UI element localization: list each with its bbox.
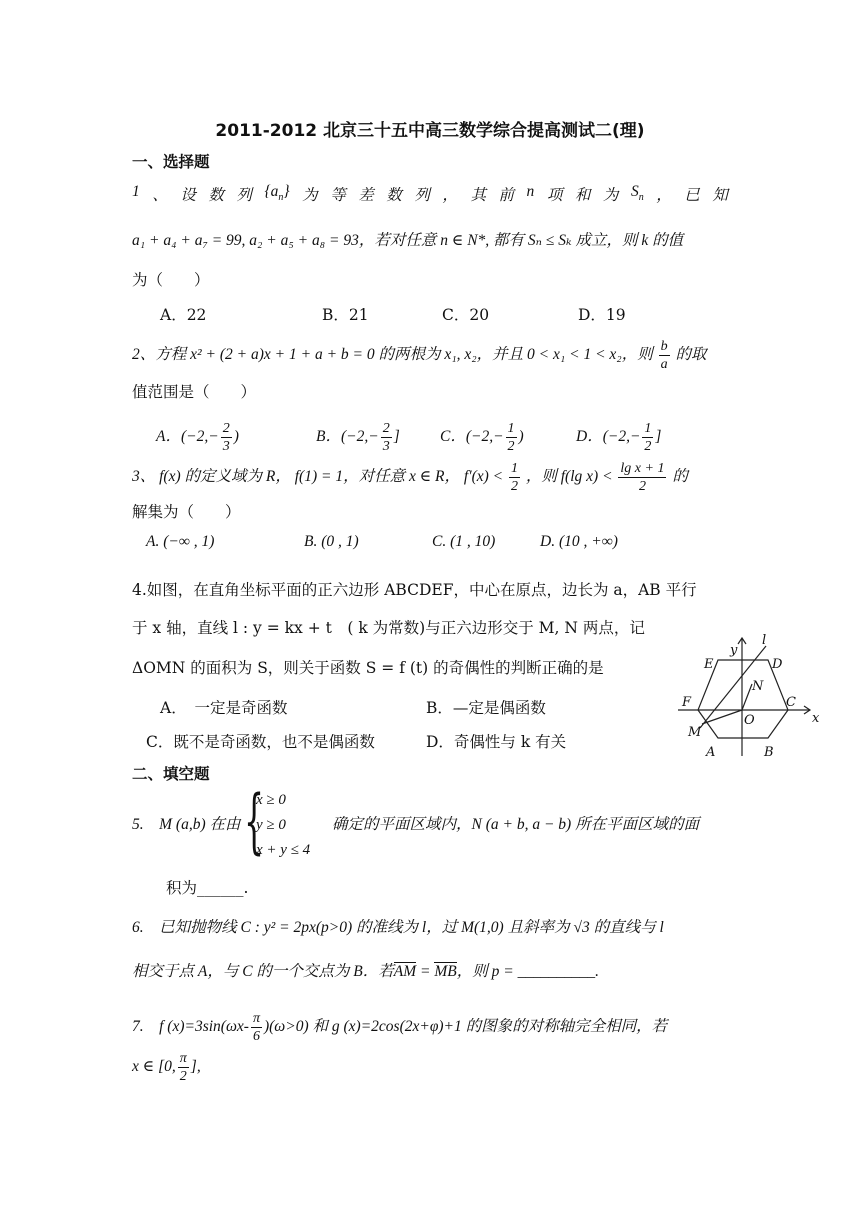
q3-option-a: A. (−∞ , 1) (146, 533, 215, 550)
q2-option-c: C．(−2,− $\frac{1}{2}$ ) (440, 421, 524, 454)
q3-line1: 3、 f(x) 的定义域为 R， f(1) = 1，对任意 x ∈ R， f′(x) < $\frac{1}{2}$ ，则 f(lg x) < $\frac{\text{lg x + 1}}{2}$ 的 (132, 461, 688, 494)
q4-option-d: D．奇偶性与 k 有关 (426, 733, 567, 751)
q2-option-d: D．(−2,− $\frac{1}{2}$ ] (576, 421, 662, 454)
q3-option-c: C. (1 , 10) (432, 533, 496, 550)
q7-line2: x ∈ [0, $\frac{\pi}{2}$ ], (132, 1051, 201, 1084)
label-c: C (786, 695, 796, 710)
label-l: l (762, 633, 767, 648)
q4-line1: 4.如图，在直角坐标平面的正六边形 ABCDEF，中心在原点，边长为 a，AB 平行 (132, 581, 697, 599)
q5-ineq-2: y ≥ 0 (256, 817, 286, 833)
q4-option-b: B．—定是偶函数 (426, 699, 546, 717)
system-brace: { (244, 780, 265, 862)
q4-option-a: A． 一定是奇函数 (160, 699, 288, 717)
q7-line1: 7. f (x)=3sin(ωx- $\frac{\pi}{6}$ )(ω>0) 和 g (x)=2cos(2x+φ)+1 的图象的对称轴完全相同，若 (132, 1011, 668, 1044)
section-fill-heading: 二、填空题 (132, 765, 210, 783)
label-n: N (752, 679, 764, 694)
q2-fraction: $\frac{b}{a}$ (660, 339, 668, 372)
q5-tail: 确定的平面区域内，N (a + b, a − b) 所在平面区域的面 (332, 816, 700, 833)
label-f: F (682, 695, 692, 710)
q4-line3: ΔOMN 的面积为 S，则关于函数 S = f (t) 的奇偶性的判断正确的是 (132, 659, 604, 677)
hexagon-figure (672, 632, 822, 760)
segment-on (742, 684, 752, 710)
q2-line1: 2、方程 x² + (2 + a)x + 1 + a + b = 0 的两根为 x₁, x₂，并且 0 < x₁ < 1 < x₂，则 $\frac{b}{a}$ 的取 (132, 339, 707, 372)
q3-option-b: B. (0 , 1) (304, 533, 359, 550)
q2-line2: 值范围是（ ） (132, 383, 257, 401)
q5-ineq-3: x + y ≤ 4 (256, 842, 311, 858)
q1-line2: a₁ + a₄ + a₇ = 99, a₂ + a₅ + a₈ = 93，若对任意 n ∈ N*, 都有 Sₙ ≤ Sₖ 成立，则 k 的值 (132, 232, 684, 249)
label-x: x (812, 711, 820, 726)
q4-line2: 于 x 轴，直线 l : y = kx + t ( k 为常数)与正六边形交于 M, N 两点，记 (132, 619, 645, 637)
label-y: y (730, 643, 738, 658)
q4-option-c: C．既不是奇函数，也不是偶函数 (146, 733, 375, 751)
label-o: O (744, 713, 755, 728)
label-b: B (764, 745, 774, 760)
q6-line1: 6. 已知抛物线 C : y² = 2px(p>0) 的准线为 l，过 M(1,0) 且斜率为 √3 的直线与 l (132, 919, 664, 936)
q1-line3: 为（ ） (132, 271, 210, 289)
q1-option-b: B．21 (322, 306, 369, 324)
q1-option-a: A．22 (160, 306, 207, 324)
q6-line2: 相交于点 A，与 C 的一个交点为 B．若AM = MB，则 p = __________. (132, 963, 599, 980)
q1-option-c: C．20 (442, 306, 490, 324)
label-m: M (688, 725, 702, 740)
label-e: E (704, 657, 714, 672)
q2-option-a: A．(−2,− $\frac{2}{3}$ ) (156, 421, 239, 454)
segment-om (702, 710, 742, 724)
page-title: 2011-2012 北京三十五中高三数学综合提高测试二(理) (215, 121, 645, 141)
q3-option-d: D. (10 , +∞) (540, 533, 618, 550)
q1-line1: 1 、 设 数 列 $\{a_n\}$ 为 等 差 数 列 ， 其 前 n 项 和 为 $S_n$ ， 已 知 (132, 183, 728, 204)
q2-option-b: B．(−2,− $\frac{2}{3}$ ] (316, 421, 400, 454)
label-d: D (772, 657, 783, 672)
q5-ineq-1: x ≥ 0 (256, 792, 286, 808)
q5-lead: 5. M (a,b) 在由 (132, 816, 241, 833)
q5-system (256, 788, 310, 863)
section-choice-heading: 一、选择题 (132, 153, 210, 171)
q5-line2: 积为______. (166, 879, 249, 897)
label-a: A (706, 745, 716, 760)
q3-line2: 解集为（ ） (132, 503, 241, 521)
q1-option-d: D．19 (578, 306, 626, 324)
